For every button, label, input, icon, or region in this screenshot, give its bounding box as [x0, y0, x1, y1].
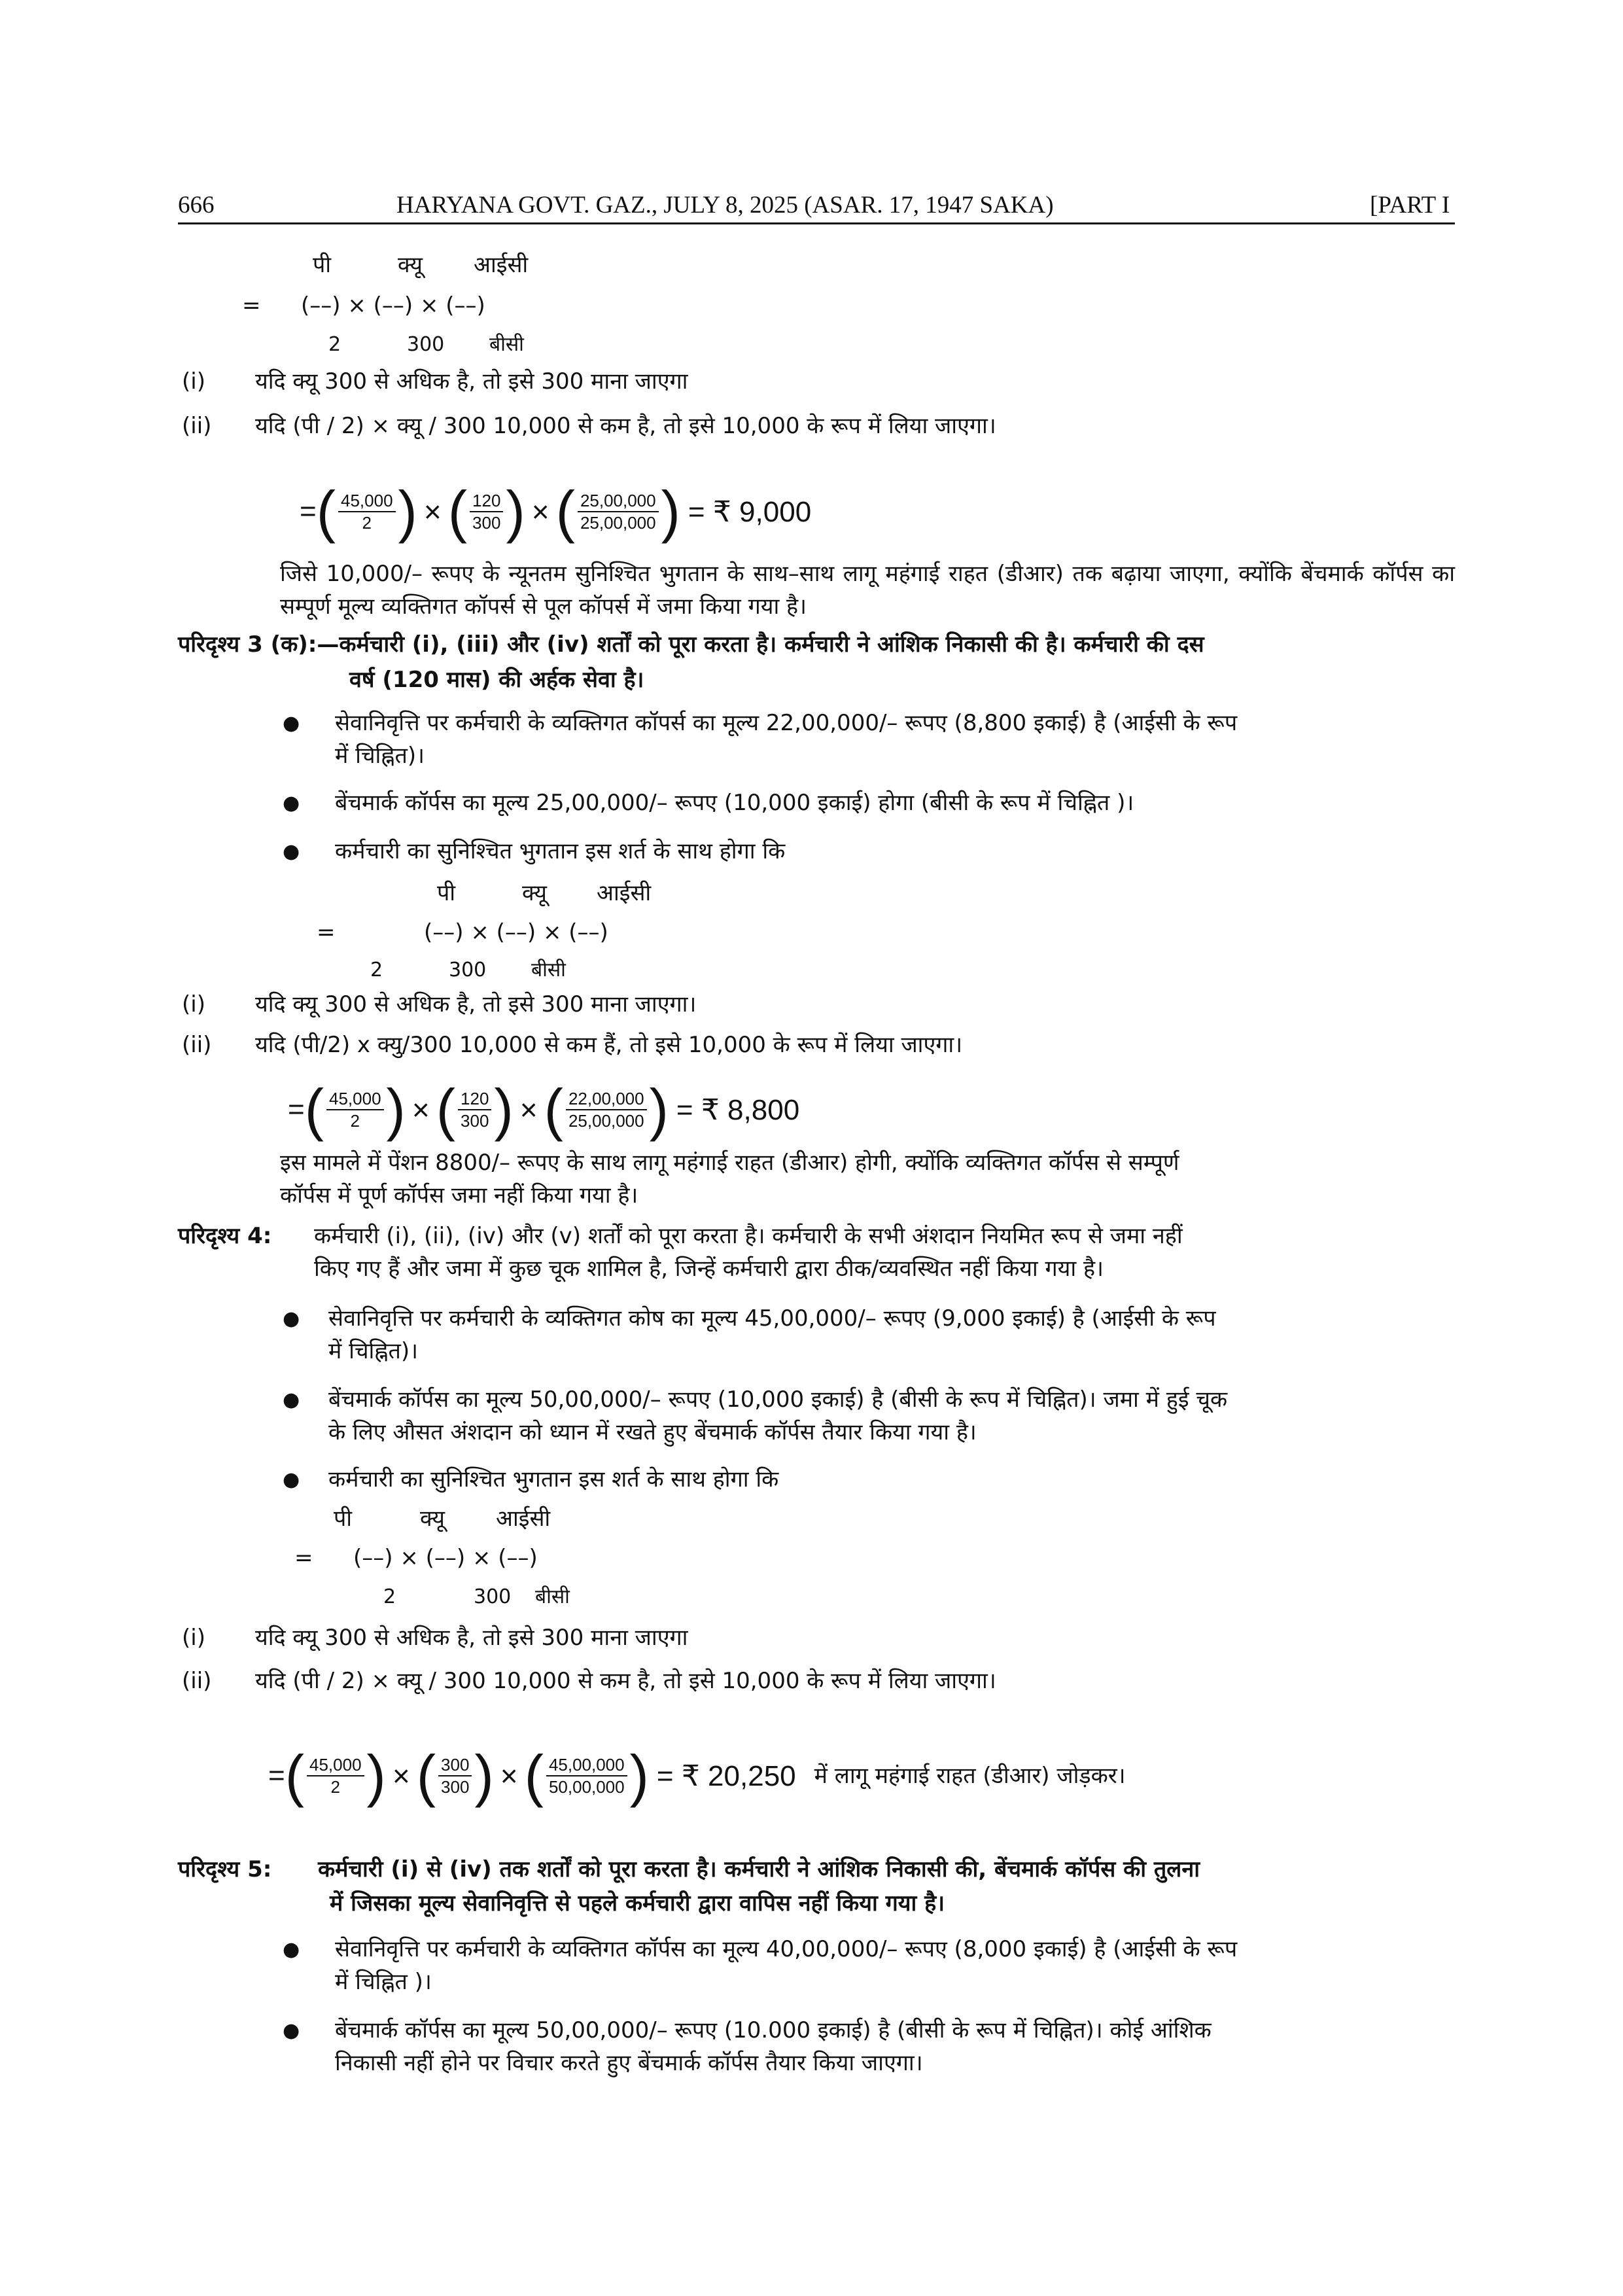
scenario-4-bullet-1: सेवानिवृत्ति पर कर्मचारी के व्यक्तिगत कोष का मूल्य 45,00,000/– रूपए (9,000 इकाई) है (आईसी के रूप — [328, 1305, 1216, 1332]
condition-i-number: (i) — [182, 1625, 205, 1651]
formula-top-ic: आईसी — [474, 252, 529, 278]
paren-close: ) — [629, 1743, 649, 1808]
formula-blanks: (––) × (––) × (––) — [424, 919, 608, 945]
condition-ii-text: यदि (पी / 2) × क्यू / 300 10,000 से कम है, तो इसे 10,000 के रूप में लिया जाएगा। — [255, 1668, 996, 1694]
fraction-2: $\frac{120}{300}$ — [458, 1088, 491, 1131]
formula-bot-bc: बीसी — [535, 1585, 570, 1608]
multiply-sign: × — [423, 495, 442, 529]
scenario-5-bullet-2: बेंचमार्क कॉर्पस का मूल्य 50,00,000/– रूपए (10.000 इकाई) है (बीसी के रूप में चिह्नित)। कोई आंशिक — [335, 2017, 1212, 2043]
condition-i-text: यदि क्यू 300 से अधिक है, तो इसे 300 माना जाएगा — [255, 1625, 688, 1651]
scenario-5-bullet-2b: निकासी नहीं होने पर विचार करते हुए बेंचमार्क कॉर्पस तैयार किया जाएगा। — [335, 2050, 923, 2076]
paren-close: ) — [649, 1077, 669, 1142]
paren-open: ( — [316, 479, 336, 544]
formula-top-q: क्यू — [398, 252, 423, 278]
fraction-2: $\frac{120}{300}$ — [470, 490, 503, 533]
formula-top-p: पी — [437, 880, 456, 906]
formula-equals: = — [294, 1545, 313, 1571]
formula-top-q: क्यू — [522, 880, 547, 906]
bullet-icon: ● — [283, 1468, 300, 1491]
calc-result: = ₹ 8,800 — [676, 1093, 800, 1126]
fraction-1: $\frac{45,000}{2}$ — [338, 490, 396, 533]
scenario-3a-note-line2: कॉर्पस में पूर्ण कॉर्पस जमा नहीं किया गया है। — [280, 1182, 638, 1209]
condition-ii-text: यदि (पी/2) x क्यु/300 10,000 से कम हैं, तो इसे 10,000 के रूप में लिया जाएगा। — [255, 1032, 963, 1058]
paren-close: ) — [386, 1077, 406, 1142]
calculation-2 — [288, 1077, 800, 1142]
paren-open: ( — [436, 1077, 456, 1142]
bullet-icon: ● — [283, 792, 300, 815]
paren-open: ( — [447, 479, 468, 544]
formula-bot-300: 300 — [449, 959, 487, 981]
scenario-4-bullet-3: कर्मचारी का सुनिश्चित भुगतान इस शर्त के साथ होगा कि — [328, 1466, 779, 1492]
condition-i-text: यदि क्यू 300 से अधिक है, तो इसे 300 माना जाएगा — [255, 368, 688, 395]
condition-ii-number: (ii) — [182, 1032, 212, 1058]
calc-result: = ₹ 9,000 — [688, 495, 812, 528]
condition-i-text: यदि क्यू 300 से अधिक है, तो इसे 300 माना जाएगा। — [255, 991, 697, 1017]
paren-open: ( — [285, 1743, 305, 1808]
bullet-icon: ● — [283, 1938, 300, 1961]
scenario-5-heading-line2: में जिसका मूल्य सेवानिवृत्ति से पहले कर्मचारी द्वारा वापिस नहीं किया गया है। — [330, 1890, 945, 1916]
multiply-sign: × — [392, 1759, 410, 1793]
header-rule — [178, 222, 1455, 224]
fraction-2: $\frac{300}{300}$ — [438, 1754, 472, 1797]
bullet-icon: ● — [283, 840, 300, 863]
calc-result: = ₹ 20,250 — [656, 1759, 796, 1792]
multiply-sign: × — [500, 1759, 518, 1793]
formula-equals: = — [242, 292, 261, 319]
paren-open: ( — [555, 479, 575, 544]
formula-bot-2: 2 — [383, 1585, 396, 1608]
fraction-3: $\frac{45,00,000}{50,00,000}$ — [546, 1754, 627, 1797]
paren-open: ( — [544, 1077, 563, 1142]
formula-top-ic: आईसी — [496, 1506, 551, 1532]
condition-i-number: (i) — [182, 991, 205, 1017]
paren-close: ) — [494, 1077, 514, 1142]
scenario-4-bullet-1b: में चिह्नित)। — [328, 1338, 419, 1364]
formula-bot-bc: बीसी — [489, 333, 524, 356]
note-paragraph-1: जिसे 10,000/– रूपए के न्यूनतम सुनिश्चित भुगतान के साथ–साथ लागू महंगाई राहत (डीआर) तक बढ़ाया जाएगा, क्योंकि बेंचमार्क कॉर्पस का सम्पूर्ण मूल्य व्यक्तिगत कॉपर्स से पूल कॉपर्स में जमा किया गया है। — [280, 561, 1455, 620]
fraction-1: $\frac{45,000}{2}$ — [307, 1754, 364, 1797]
formula-bot-300: 300 — [474, 1585, 512, 1608]
scenario-3a-bullet-2: बेंचमार्क कॉर्पस का मूल्य 25,00,000/– रूपए (10,000 इकाई) होगा (बीसी के रूप में चिह्नित )। — [335, 790, 1134, 816]
scenario-3a-heading: परिदृश्य 3 (क):—कर्मचारी (i), (iii) और (iv) शर्तों को पूरा करता है। कर्मचारी ने आंशिक निकासी की है। कर्मचारी की दस — [178, 631, 1204, 658]
scenario-3a-heading-line2: वर्ष (120 मास) की अर्हक सेवा है। — [349, 667, 644, 693]
condition-i-number: (i) — [182, 368, 205, 395]
formula-blanks: (––) × (––) × (––) — [301, 292, 485, 319]
paren-close: ) — [661, 479, 680, 544]
scenario-4-heading: कर्मचारी (i), (ii), (iv) और (v) शर्तों को पूरा करता है। कर्मचारी के सभी अंशदान नियमित रूप से जमा नहीं — [314, 1223, 1183, 1249]
bullet-icon: ● — [283, 712, 300, 735]
scenario-5-bullet-1: सेवानिवृत्ति पर कर्मचारी के व्यक्तिगत कॉर्पस का मूल्य 40,00,000/– रूपए (8,000 इकाई) है (आईसी के रूप — [335, 1936, 1238, 1962]
formula-top-p: पी — [334, 1506, 353, 1532]
part-label: [PART I — [1370, 192, 1450, 219]
formula-top-q: क्यू — [420, 1506, 445, 1532]
formula-top-p: पी — [313, 252, 332, 278]
calc-equals: = — [268, 1759, 285, 1792]
scenario-4-label: परिदृश्य 4: — [178, 1223, 272, 1249]
page-number: 666 — [178, 192, 215, 219]
formula-bot-2: 2 — [370, 959, 383, 981]
formula-bot-300: 300 — [407, 333, 445, 356]
paren-close: ) — [474, 1743, 494, 1808]
scenario-3a-bullet-1: सेवानिवृत्ति पर कर्मचारी के व्यक्तिगत कॉपर्स का मूल्य 22,00,000/– रूपए (8,800 इकाई) है (आईसी के रूप — [335, 710, 1238, 736]
paren-open: ( — [304, 1077, 324, 1142]
formula-bot-bc: बीसी — [531, 959, 566, 981]
fraction-1: $\frac{45,000}{2}$ — [326, 1088, 384, 1131]
bullet-icon: ● — [283, 2019, 300, 2042]
condition-ii-number: (ii) — [182, 413, 212, 439]
condition-ii-text: यदि (पी / 2) × क्यू / 300 10,000 से कम है, तो इसे 10,000 के रूप में लिया जाएगा। — [255, 413, 996, 439]
paren-open: ( — [416, 1743, 436, 1808]
bullet-icon: ● — [283, 1307, 300, 1330]
scenario-4-heading-line2: किए गए हैं और जमा में कुछ चूक शामिल है, जिन्हें कर्मचारी द्वारा ठीक/व्यवस्थित नहीं किया गया है। — [314, 1256, 1104, 1282]
calculation-1 — [300, 479, 812, 544]
multiply-sign: × — [411, 1093, 430, 1127]
formula-equals: = — [317, 919, 336, 945]
calc-equals: = — [288, 1093, 305, 1125]
fraction-3: $\frac{25,00,000}{25,00,000}$ — [578, 490, 659, 533]
multiply-sign: × — [531, 495, 550, 529]
scenario-4-bullet-2: बेंचमार्क कॉर्पस का मूल्य 50,00,000/– रूपए (10,000 इकाई) है (बीसी के रूप में चिह्नित)। जमा में हुई चूक — [328, 1386, 1228, 1413]
paren-close: ) — [398, 479, 417, 544]
paren-close: ) — [506, 479, 525, 544]
formula-bot-2: 2 — [328, 333, 341, 356]
scenario-3a-bullet-3: कर्मचारी का सुनिश्चित भुगतान इस शर्त के साथ होगा कि — [335, 838, 786, 864]
multiply-sign: × — [519, 1093, 538, 1127]
scenario-3a-note-line1: इस मामले में पेंशन 8800/– रूपए के साथ लागू महंगाई राहत (डीआर) होगी, क्योंकि व्यक्तिगत कॉर्पस से सम्पूर्ण — [280, 1150, 1179, 1176]
calc-suffix: में लागू महंगाई राहत (डीआर) जोड़कर। — [814, 1763, 1126, 1789]
formula-blanks: (––) × (––) × (––) — [353, 1545, 538, 1571]
scenario-4-bullet-2b: के लिए औसत अंशदान को ध्यान में रखते हुए बेंचमार्क कॉर्पस तैयार किया गया है। — [328, 1419, 977, 1445]
calc-equals: = — [300, 495, 317, 527]
gazette-title: HARYANA GOVT. GAZ., JULY 8, 2025 (ASAR. 17, 1947 SAKA) — [396, 192, 1054, 219]
formula-top-ic: आईसी — [597, 880, 652, 906]
bullet-icon: ● — [283, 1388, 300, 1411]
scenario-3a-bullet-1b: में चिह्नित)। — [335, 743, 425, 769]
scenario-5-bullet-1b: में चिह्नित )। — [335, 1969, 432, 1995]
scenario-5-label: परिदृश्य 5: — [178, 1856, 272, 1882]
fraction-3: $\frac{22,00,000}{25,00,000}$ — [566, 1088, 647, 1131]
scenario-5-heading: कर्मचारी (i) से (iv) तक शर्तों को पूरा करता है। कर्मचारी ने आंशिक निकासी की, बेंचमार्क कॉर्पस की तुलना — [318, 1856, 1200, 1882]
calculation-3 — [268, 1743, 1126, 1808]
paren-open: ( — [524, 1743, 544, 1808]
paren-close: ) — [366, 1743, 386, 1808]
condition-ii-number: (ii) — [182, 1668, 212, 1694]
